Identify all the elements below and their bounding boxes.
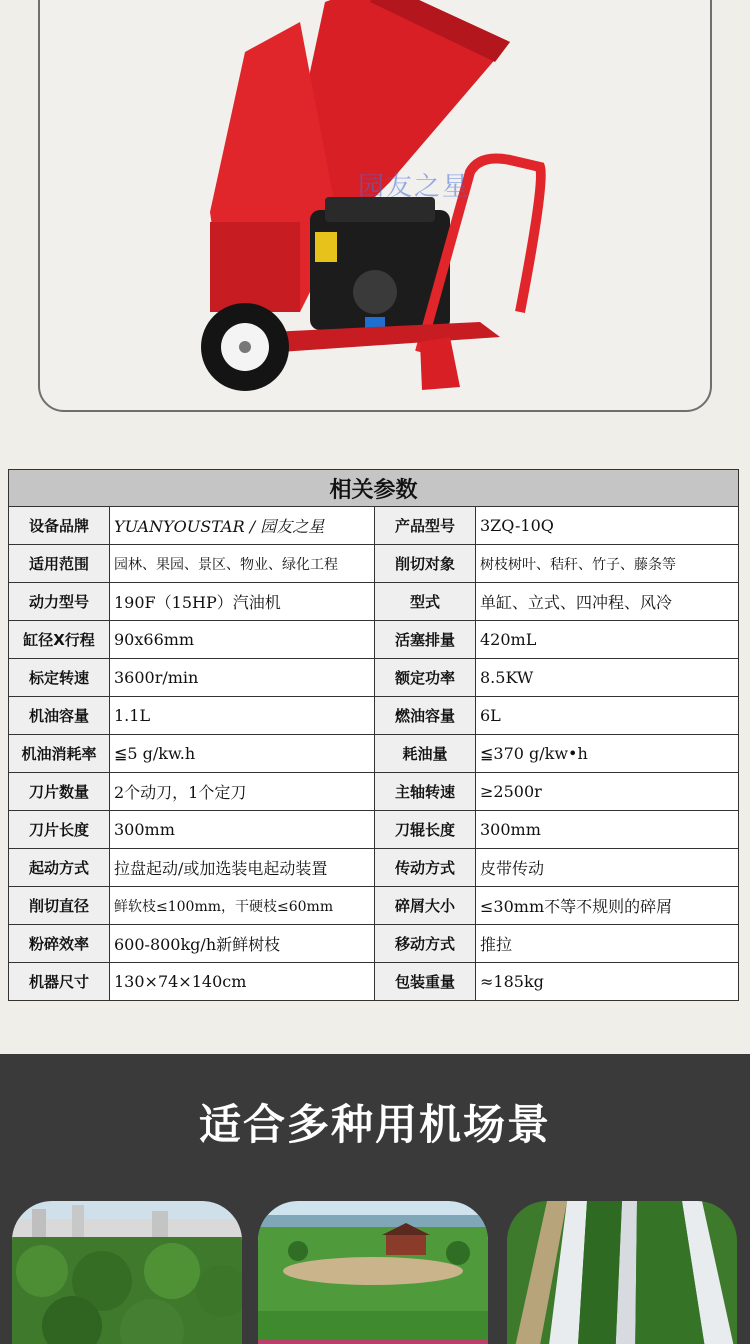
spec-label: 机器尺寸 (9, 963, 110, 1001)
table-row (9, 773, 739, 811)
spec-value: ≦370 g/kw•h (476, 735, 739, 773)
spec-label: 动力型号 (9, 583, 110, 621)
spec-value: 300mm (476, 811, 739, 849)
table-row (9, 925, 739, 963)
spec-label: 削切直径 (9, 887, 110, 925)
spec-value: 2个动刀，1个定刀 (110, 773, 375, 811)
spec-value: 单缸、立式、四冲程、风冷 (476, 583, 739, 621)
spec-value: ≤30mm不等不规则的碎屑 (476, 887, 739, 925)
spec-label: 移动方式 (375, 925, 476, 963)
spec-label: 设备品牌 (9, 507, 110, 545)
table-row (9, 887, 739, 925)
spec-value: 420mL (476, 621, 739, 659)
spec-label: 粉碎效率 (9, 925, 110, 963)
spec-label: 型式 (375, 583, 476, 621)
spec-label: 包装重量 (375, 963, 476, 1001)
watermark-text: 园友之星 (358, 172, 471, 202)
spec-label: 额定功率 (375, 659, 476, 697)
spec-value: 300mm (110, 811, 375, 849)
spec-value: 皮带传动 (476, 849, 739, 887)
spec-label: 刀片数量 (9, 773, 110, 811)
spec-label: 适用范围 (9, 545, 110, 583)
table-row (9, 849, 739, 887)
spec-value: 600-800kg/h新鲜树枝 (110, 925, 375, 963)
product-photo (38, 0, 712, 412)
spec-value: 树枝树叶、秸秆、竹子、藤条等 (476, 545, 739, 583)
spec-value: 鲜软枝≤100mm，干硬枝≤60mm (110, 887, 375, 925)
table-row (9, 583, 739, 621)
spec-label: 主轴转速 (375, 773, 476, 811)
spec-value: 拉盘起动/或加选装电起动装置 (110, 849, 375, 887)
spec-label: 削切对象 (375, 545, 476, 583)
spec-label: 耗油量 (375, 735, 476, 773)
spec-label: 碎屑大小 (375, 887, 476, 925)
spec-value: ≦5 g/kw.h (110, 735, 375, 773)
table-row (9, 659, 739, 697)
scene-image-garden (258, 1201, 488, 1344)
scenes-title: 适合多种用机场景 (198, 1100, 551, 1149)
spec-label: 标定转速 (9, 659, 110, 697)
spec-value: 推拉 (476, 925, 739, 963)
spec-value: 190F（15HP）汽油机 (110, 583, 375, 621)
table-row (9, 735, 739, 773)
spec-value: 3600r/min (110, 659, 375, 697)
spec-table (8, 469, 739, 1001)
wood-chipper-illustration (40, 0, 712, 412)
table-row (9, 507, 739, 545)
scene-image-park (12, 1201, 242, 1344)
spec-value: 8.5KW (476, 659, 739, 697)
table-row (9, 621, 739, 659)
spec-table-title: 相关参数 (9, 470, 739, 507)
spec-value: 90x66mm (110, 621, 375, 659)
spec-value: 6L (476, 697, 739, 735)
table-row (9, 697, 739, 735)
spec-value: ≈185kg (476, 963, 739, 1001)
spec-label: 刀片长度 (9, 811, 110, 849)
spec-label: 产品型号 (375, 507, 476, 545)
table-row (9, 963, 739, 1001)
spec-label: 起动方式 (9, 849, 110, 887)
spec-value: ≥2500r (476, 773, 739, 811)
spec-value: 130×74×140cm (110, 963, 375, 1001)
spec-label: 活塞排量 (375, 621, 476, 659)
table-row (9, 545, 739, 583)
spec-value: 1.1L (110, 697, 375, 735)
spec-label: 机油容量 (9, 697, 110, 735)
spec-label: 机油消耗率 (9, 735, 110, 773)
spec-value: 3ZQ-10Q (476, 507, 739, 545)
scene-image-greenhouse (507, 1201, 737, 1344)
spec-label: 缸径X行程 (9, 621, 110, 659)
scenes-section (0, 1054, 750, 1344)
spec-value: 园林、果园、景区、物业、绿化工程 (110, 545, 375, 583)
spec-label: 刀辊长度 (375, 811, 476, 849)
spec-value: YUANYOUSTAR / 园友之星 (110, 507, 375, 545)
spec-label: 传动方式 (375, 849, 476, 887)
spec-label: 燃油容量 (375, 697, 476, 735)
table-row (9, 811, 739, 849)
